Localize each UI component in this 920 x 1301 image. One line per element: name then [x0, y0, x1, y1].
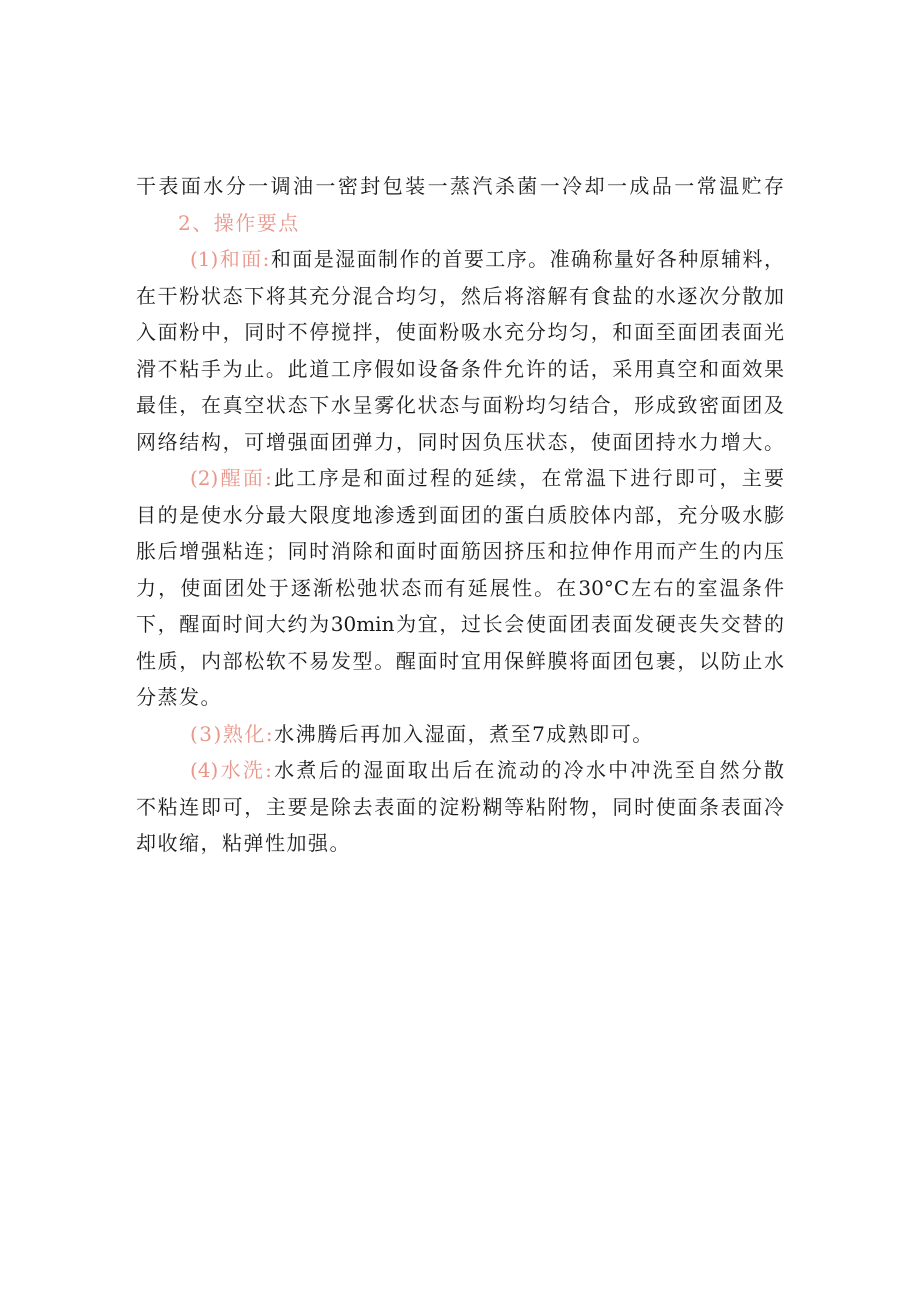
step-label: (4)水洗:	[190, 758, 272, 782]
step-cooking	[136, 716, 784, 753]
step-text: 水沸腾后再加入湿面，煮至7成熟即可。	[274, 721, 654, 746]
paragraph-line: 胀后增强粘连；同时消除和面时面筋因挤压和拉伸作用而产生的内压	[136, 539, 784, 563]
step-label: (1)和面:	[190, 247, 270, 271]
paragraph-line: 却收缩，粘弹性加强。	[136, 831, 351, 855]
paragraph-line: 网络结构，可增强面团弹力，同时因负压状态，使面团持水力增大。	[136, 429, 784, 454]
step-text: 和面是湿面制作的首要工序。准确称量好各种原辅料，	[269, 247, 785, 271]
paragraph-line: 力，使面团处于逐渐松弛状态而有延展性。在30°C左右的室温条件	[136, 575, 784, 600]
paragraph-line: 滑不粘手为止。此道工序假如设备条件允许的话，采用真空和面效果	[136, 356, 784, 381]
paragraph-line: 入面粉中，同时不停搅拌，使面粉吸水充分均匀，和面至面团表面光	[136, 320, 784, 344]
paragraph-line: 不粘连即可，主要是除去表面的淀粉糊等粘附物，同时使面条表面冷	[136, 794, 784, 819]
paragraph-line	[136, 241, 784, 278]
step-text: 水煮后的湿面取出后在流动的冷水中冲洗至自然分散	[271, 758, 784, 782]
step-label: (3)熟化:	[190, 721, 275, 746]
paragraph-line: 性质，内部松软不易发型。醒面时宜用保鲜膜将面团包裹，以防止水	[136, 648, 784, 673]
section-heading: 2、操作要点	[178, 210, 300, 235]
paragraph-line: 最佳，在真空状态下水呈雾化状态与面粉均匀结合，形成致密面团及	[136, 393, 784, 417]
process-flow-line: 干表面水分一调油一密封包装一蒸汽杀菌一冷却一成品一常温贮存	[136, 174, 784, 198]
paragraph-line	[136, 460, 784, 497]
paragraph-line: 在干粉状态下将其充分混合均匀，然后将溶解有食盐的水逐次分散加	[136, 283, 784, 308]
step-resting	[136, 460, 784, 716]
document-body	[136, 168, 784, 862]
step-label: (2)醒面:	[190, 466, 272, 490]
paragraph-line: 分蒸发。	[136, 685, 222, 709]
step-mixing	[136, 241, 784, 460]
step-washing	[136, 752, 784, 862]
paragraph-line: 目的是使水分最大限度地渗透到面团的蛋白质胶体内部，充分吸水膨	[136, 502, 784, 527]
paragraph-line	[136, 752, 784, 789]
paragraph-line	[136, 716, 784, 753]
step-text: 此工序是和面过程的延续，在常温下进行即可，主要	[271, 466, 784, 490]
paragraph-line: 下，醒面时间大约为30min为宜，过长会使面团表面发硬丧失交替的	[136, 612, 784, 636]
